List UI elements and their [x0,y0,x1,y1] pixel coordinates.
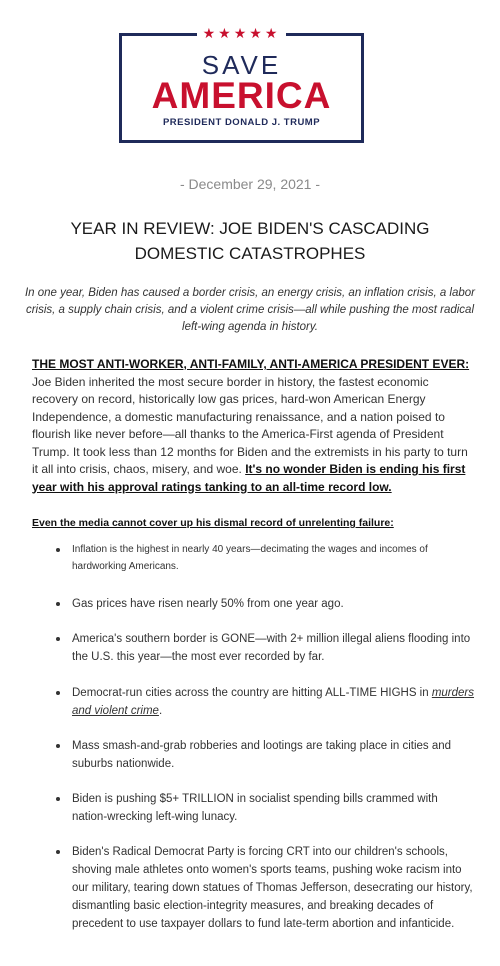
stars-icon [122,24,361,42]
bullet-dot-icon [56,850,60,854]
logo-america-text: AMERICA [151,75,332,116]
list-item-text-before: Democrat-run cities across the country are hitting ALL-TIME HIGHS in [72,687,432,699]
media-line: Even the media cannot cover up his dismal record of unrelenting failure: [32,517,394,529]
list-item [48,684,474,720]
list-item-text-after: . [158,705,163,717]
list-item-text: Biden is pushing $5+ TRILLION in socialist spending bills crammed with nation-wrecking left-wing lunacy. [72,793,438,823]
list-item-text: America's southern border is GONE—with 2+ million illegal aliens flooding into the U.S. this year—the most ever recorded by far. [72,633,471,663]
list-item-text: Biden's Radical Democrat Party is forcing CRT into our children's schools, shoving male athletes onto women's sports teams, pushing woke racism into our military, tearing down statues of Thomas Jefferson, desecrating our history, dismantling basic election-integrity measures, and breaking decades of precedent to use taxpayer dollars to fund late-term abortion and infanticide. [72,846,473,930]
list-item [48,843,474,933]
intro-lead: THE MOST ANTI-WORKER, ANTI-FAMILY, ANTI-AMERICA PRESIDENT EVER: [32,357,470,371]
list-item [48,541,474,575]
date-line: - December 29, 2021 - [179,176,321,192]
list-item [48,790,474,826]
stars-row: ★★★★★ [197,24,287,42]
bullet-dot-icon [56,602,60,606]
intro-paragraph [32,356,474,496]
intro-body: Joe Biden inherited the most secure border in history, the fastest economic recovery on record, historically low gas prices, hard-won American Energy Independence, a domestic manufacturing renaissance, and a nation poised to flourish like never before—all thanks to the America-First agenda of President Trump. It took less than 12 months for Biden and the extremists in his party to turn it all into crisis, chaos, misery, and woe. [32,374,468,476]
bullet-dot-icon [56,548,60,552]
list-item [48,595,474,613]
crime-link[interactable]: murders and violent crime [72,687,475,717]
list-item [48,630,474,666]
bullet-dot-icon [56,637,60,641]
intro-closing-link[interactable]: It's no wonder Biden is ending his first year with his approval ratings tanking to an all-time record low. [32,462,466,494]
logo-save-text: SAVE [201,50,282,80]
list-item-text: Mass smash-and-grab robberies and lootings are taking place in cities and suburbs nationwide. [72,740,452,770]
logo-subtitle: PRESIDENT DONALD J. TRUMP [162,117,321,128]
save-america-logo[interactable] [119,25,364,143]
headline: YEAR IN REVIEW: JOE BIDEN'S CASCADING DOMESTIC CATASTROPHES [70,219,430,263]
bullet-dot-icon [56,691,60,695]
list-item-text: Gas prices have risen nearly 50% from one year ago. [72,598,344,610]
list-item-text: Inflation is the highest in nearly 40 years—decimating the wages and incomes of hardworking Americans. [72,544,428,572]
list-item [48,737,474,773]
summary: In one year, Biden has caused a border crisis, an energy crisis, an inflation crisis, a labor crisis, a supply chain crisis, and a violent crime crisis—all while pushing the most radical left-wing agenda in history. [24,287,475,333]
bullet-dot-icon [56,744,60,748]
bullet-dot-icon [56,797,60,801]
